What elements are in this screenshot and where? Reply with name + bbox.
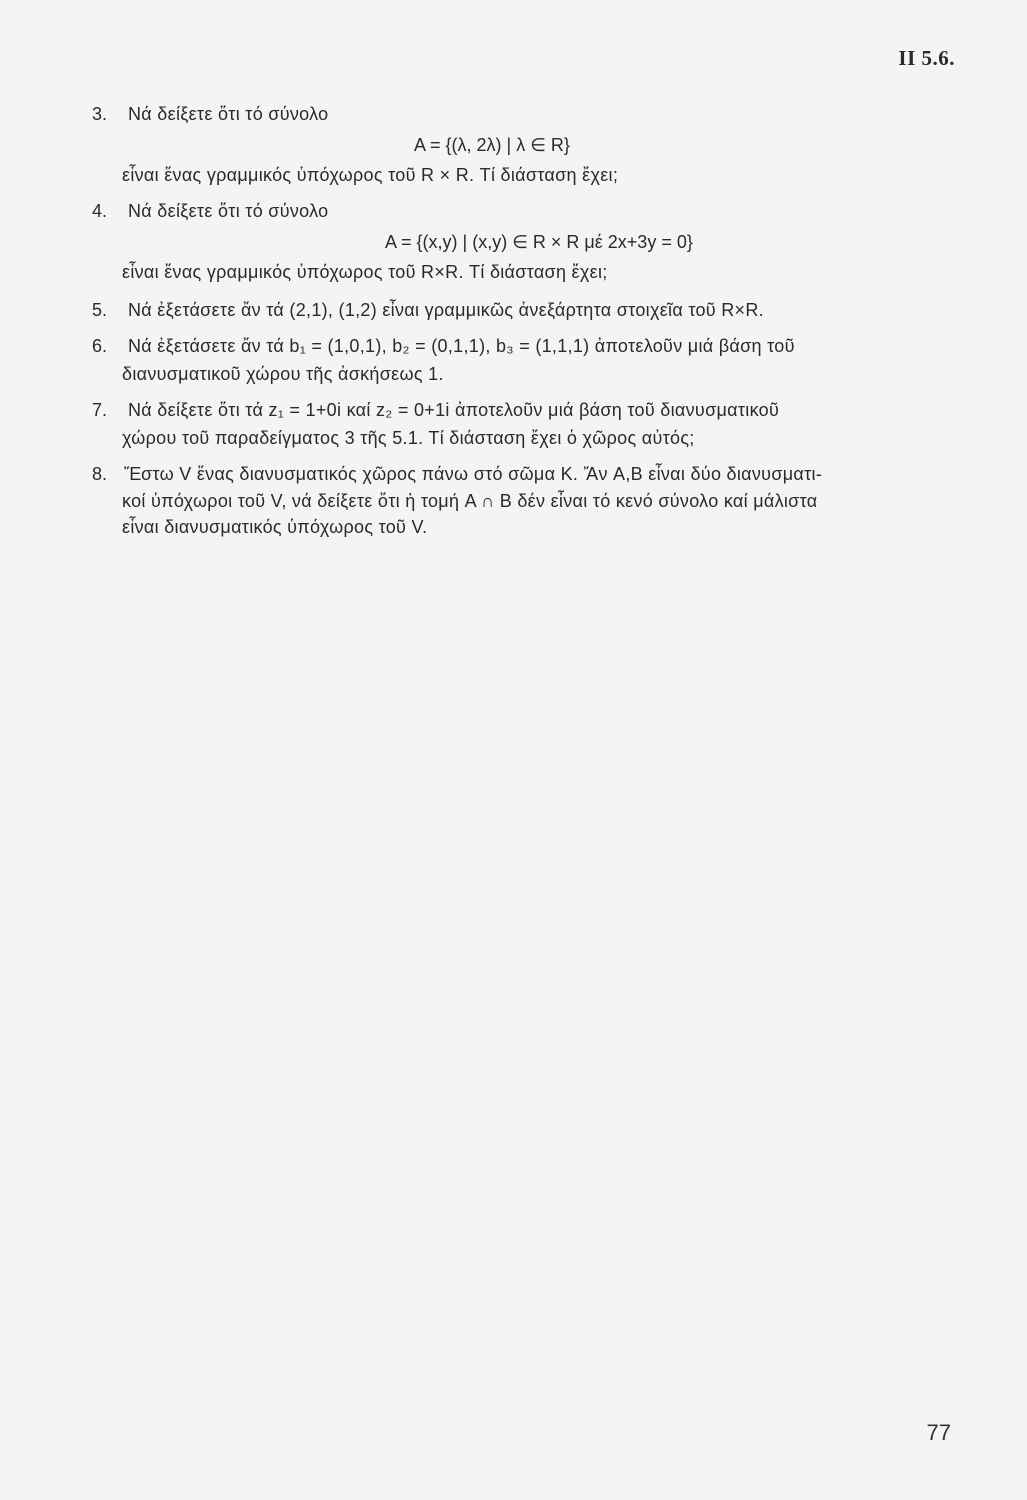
exercise-text-line: κοί ὑπόχωροι τοῦ V, νά δείξετε ὅτι ἡ τομή A ∩ B δέν εἶναι τό κενό σύνολο καί μάλιστα: [122, 491, 818, 511]
exercise-text-line: εἶναι ἕνας γραμμικός ὑπόχωρος τοῦ R×R. Τί διάσταση ἔχει;: [122, 262, 608, 282]
exercise-text-line: Νά δείξετε ὅτι τά z₁ = 1+0i καί z₂ = 0+1i ἀποτελοῦν μιά βάση τοῦ διανυσματικοῦ: [128, 400, 780, 420]
exercise-text-line: Νά δείξετε ὅτι τό σύνολο: [128, 104, 329, 124]
exercise-text-line: χώρου τοῦ παραδείγματος 3 τῆς 5.1. Τί διάσταση ἔχει ὁ χῶρος αὐτός;: [122, 428, 695, 448]
exercise-number: 7.: [92, 400, 108, 420]
exercise-text-line: Νά ἐξετάσετε ἄν τά (2,1), (1,2) εἶναι γραμμικῶς ἀνεξάρτητα στοιχεῖα τοῦ R×R.: [128, 300, 764, 320]
exercise-text-line: εἶναι ἕνας γραμμικός ὑπόχωρος τοῦ R × R. Τί διάσταση ἔχει;: [122, 165, 619, 185]
exercise-text-line: Νά δείξετε ὅτι τό σύνολο: [128, 201, 329, 221]
section-header: II 5.6.: [898, 46, 955, 70]
exercise-text-line: διανυσματικοῦ χώρου τῆς ἀσκήσεως 1.: [122, 364, 444, 384]
exercise-number: 5.: [92, 300, 108, 320]
page-number: 77: [926, 1420, 951, 1445]
exercise-number: 4.: [92, 201, 108, 221]
exercise-text-line: Ἔστω V ἕνας διανυσματικός χῶρος πάνω στό σῶμα K. Ἄν A,B εἶναι δύο διανυσματι-: [124, 464, 823, 484]
exercise-text-line: εἶναι διανυσματικός ὑπόχωρος τοῦ V.: [122, 517, 428, 537]
exercise-text-line: Νά ἐξετάσετε ἄν τά b₁ = (1,0,1), b₂ = (0,1,1), b₃ = (1,1,1) ἀποτελοῦν μιά βάση τοῦ: [128, 336, 795, 356]
exercise-number: 3.: [92, 104, 108, 124]
exercise-number: 8.: [92, 464, 108, 484]
exercise-equation: A = {(λ, 2λ) | λ ∈ R}: [414, 135, 570, 155]
exercise-number: 6.: [92, 336, 108, 356]
exercise-equation: A = {(x,y) | (x,y) ∈ R × R μέ 2x+3y = 0}: [385, 232, 693, 252]
